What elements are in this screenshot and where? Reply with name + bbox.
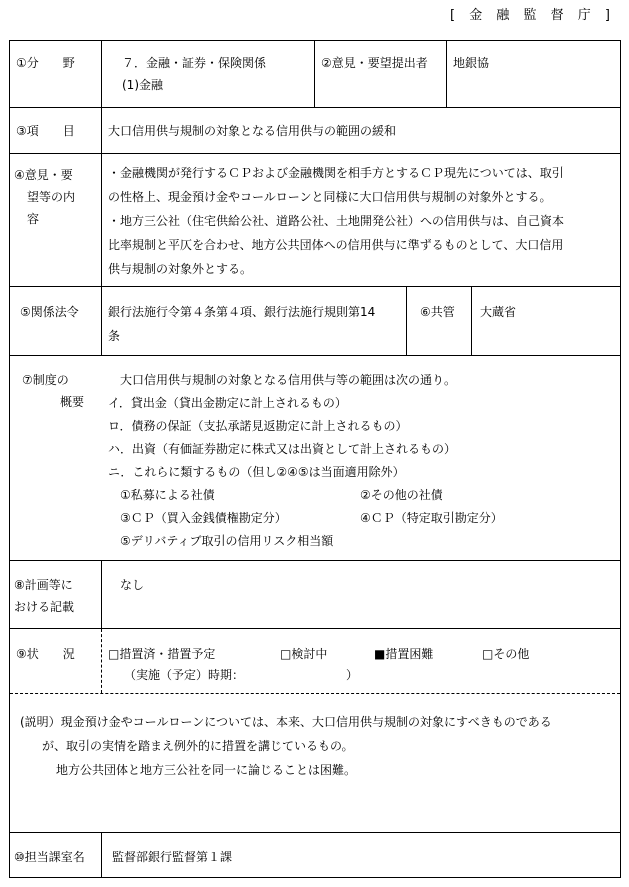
field-value: ７．金融・証券・保険関係 [122,56,267,70]
item-value: 大口信用供与規制の対象となる信用供与の範囲の緩和 [108,124,397,138]
status-option-implemented: □措置済・措置予定 [108,647,216,661]
overview-label: ⑦制度の [22,373,69,387]
status-option-under-review: □検討中 [280,647,328,661]
request-label: ④意見・要 [14,168,73,182]
column-divider [406,286,407,355]
status-option-difficult: ■措置困難 [374,647,434,661]
overview-subitem: ②その他の社債 [360,488,443,502]
overview-item: ロ．債務の保証（支払承諾見返勘定に計上されるもの） [108,419,408,433]
overview-item: ニ．これらに類するもの（但し②④⑤は当面適用除外） [108,465,405,479]
column-divider [471,286,472,355]
column-divider [446,40,447,107]
request-line: 供与規制の対象外とする。 [108,262,253,276]
law-label: ⑤関係法令 [20,305,79,319]
item-label: ③項 目 [16,124,75,138]
request-line: の性格上、現金預け金やコールローンと同様に大口信用供与規制の対象外とする。 [108,190,552,204]
overview-label: 概要 [60,395,85,409]
status-option-other: □その他 [482,647,530,661]
request-line: 比率規制と平仄を合わせ、地方公共団体への信用供与に準ずるものとして、大口信用 [108,238,564,252]
submitter-label: ②意見・要望提出者 [321,56,428,70]
overview-item: イ．貸出金（貸出金勘定に計上されるもの） [108,396,347,410]
overview-subitem: ④ＣＰ（特定取引勘定分） [360,511,503,525]
status-schedule: （実施（予定）時期： ） [124,668,359,682]
label-column-divider [101,832,102,878]
law-value: 条 [108,329,121,343]
department-label: ⑩担当課室名 [14,850,85,864]
agency-header: [ 金 融 監 督 庁 ] [450,8,615,23]
request-label: 望等の内 [27,190,76,204]
overview-subitem: ⑤デリバティブ取引の信用リスク相当額 [120,534,334,548]
request-label: 容 [27,212,40,226]
overview-subitem: ①私募による社債 [120,488,215,502]
law-value: 銀行法施行令第４条第４項、銀行法施行規則第14 [108,305,376,319]
submitter-value: 地銀協 [453,56,490,70]
plan-value: なし [120,578,145,592]
overview-subitem: ③ＣＰ（買入金銭債権勘定分） [120,511,287,525]
field-value-sub: (1)金融 [122,78,163,92]
dashed-divider [10,693,620,694]
department-value: 監督部銀行監督第１課 [112,850,233,864]
column-divider [314,40,315,107]
jurisdiction-label: ⑥共管 [420,305,455,319]
label-column-dashed-divider [101,629,102,693]
plan-label: ⑧計画等に [14,578,73,592]
status-label: ⑨状 況 [16,647,75,661]
explanation-line: (説明）現金預け金やコールローンについては、本来、大口信用供与規制の対象にすべきものである [20,715,552,729]
label-column-divider [101,560,102,629]
overview-item: ハ．出資（有価証券勘定に株式又は出資として計上されるもの） [108,442,457,456]
explanation-line: 地方公共団体と地方三公社を同一に論じることは困難。 [56,763,357,777]
request-line: ・金融機関が発行するＣＰおよび金融機関を相手方とするＣＰ現先については、取引 [108,166,564,180]
explanation-line: が、取引の実情を踏まえ例外的に措置を講じているもの。 [42,739,354,753]
overview-intro: 大口信用供与規制の対象となる信用供与等の範囲は次の通り。 [120,373,457,387]
jurisdiction-value: 大蔵省 [480,305,517,319]
request-line: ・地方三公社（住宅供給公社、道路公社、土地開発公社）への信用供与は、自己資本 [108,214,565,228]
label-column-divider [101,40,102,356]
field-label: ①分 野 [16,56,75,70]
plan-label: おける記載 [14,600,75,614]
